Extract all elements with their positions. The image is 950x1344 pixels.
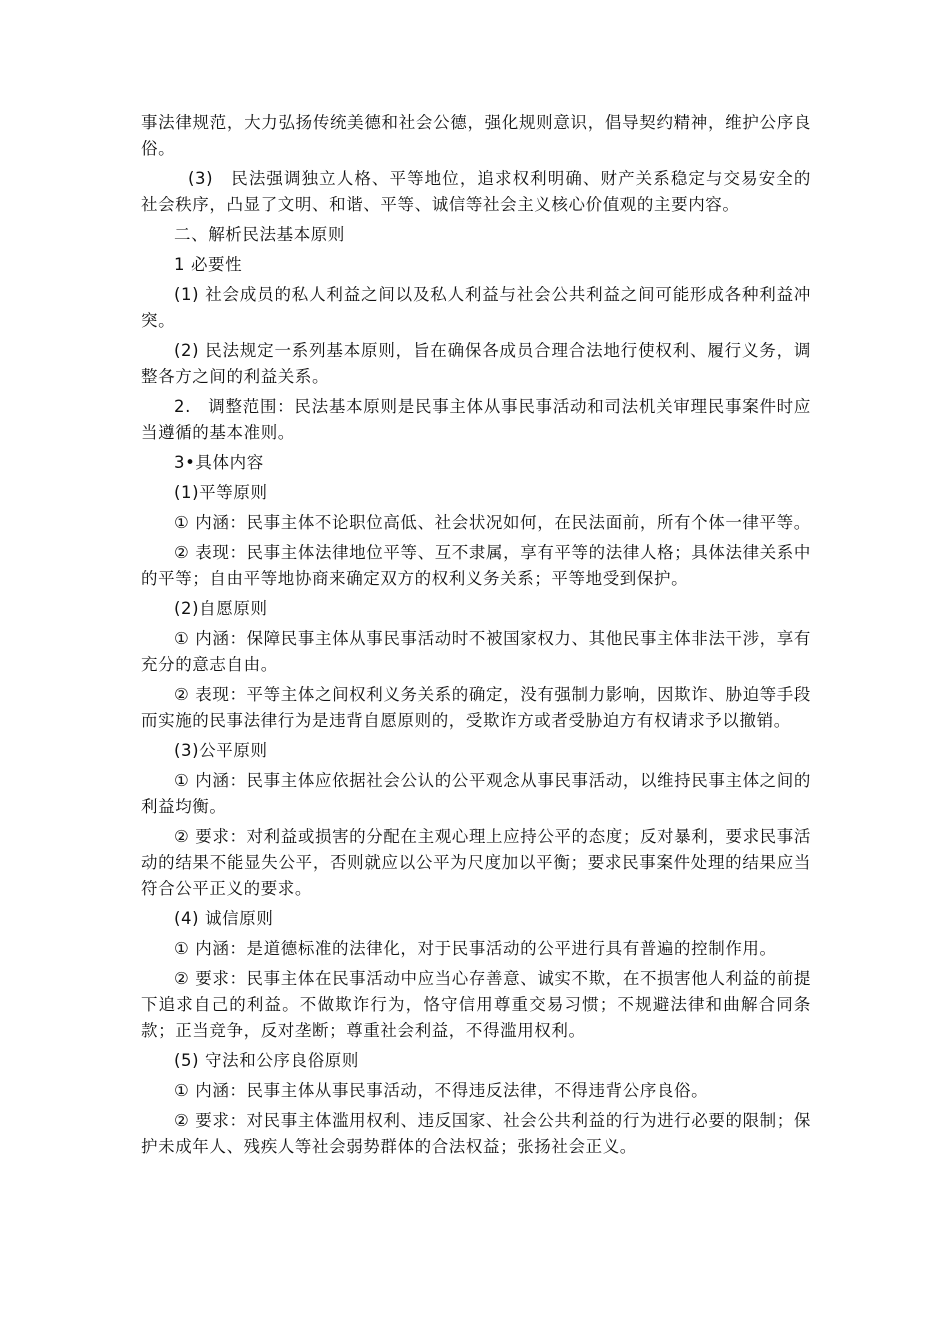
section-heading-2: 二、解析民法基本原则 <box>174 225 345 244</box>
law-public-order-connotation: ① 内涵：民事主体从事民事活动，不得违反法律，不得违背公序良俗。 <box>174 1081 709 1100</box>
voluntariness-manifestation: ② 表现：平等主体之间权利义务关系的确定，没有强制力影响，因欺诈、胁迫等手段而实施的民事法律行为是违背自愿原则的，受欺诈方或者受胁迫方有权请求予以撤销。 <box>141 685 811 730</box>
subheading-content: 3•具体内容 <box>174 453 264 472</box>
paragraph-scope: 2. 调整范围：民法基本原则是民事主体从事民事活动和司法机关审理民事案件时应当遵循的基本准则。 <box>141 397 811 442</box>
good-faith-requirement: ② 要求：民事主体在民事活动中应当心存善意、诚实不欺，在不损害他人利益的前提下追求自己的利益。不做欺诈行为，恪守信用尊重交易习惯；不规避法律和曲解合同条款；正当竞争，反对垄断；尊重社会利益，不得滥用权利。 <box>141 969 811 1040</box>
principle-fairness-heading: (3)公平原则 <box>174 741 268 760</box>
document-body <box>141 110 811 1160</box>
voluntariness-connotation: ① 内涵：保障民事主体从事民事活动时不被国家权力、其他民事主体非法干涉，享有充分的意志自由。 <box>141 629 811 674</box>
equality-connotation: ① 内涵：民事主体不论职位高低、社会状况如何，在民法面前，所有个体一律平等。 <box>174 513 811 532</box>
paragraph-necessity-2: (2) 民法规定一系列基本原则，旨在确保各成员合理合法地行使权利、履行义务，调整各方之间的利益关系。 <box>141 341 811 386</box>
fairness-connotation: ① 内涵：民事主体应依据社会公认的公平观念从事民事活动，以维持民事主体之间的利益均衡。 <box>141 771 811 816</box>
equality-manifestation: ② 表现：民事主体法律地位平等、互不隶属，享有平等的法律人格；具体法律关系中的平等；自由平等地协商来确定双方的权利义务关系；平等地受到保护。 <box>141 543 811 588</box>
paragraph-point-3: (3) 民法强调独立人格、平等地位，追求权利明确、财产关系稳定与交易安全的社会秩序，凸显了文明、和谐、平等、诚信等社会主义核心价值观的主要内容。 <box>141 169 811 214</box>
fairness-requirement: ② 要求：对利益或损害的分配在主观心理上应持公平的态度；反对暴利，要求民事活动的结果不能显失公平，否则就应以公平为尺度加以平衡；要求民事案件处理的结果应当符合公平正义的要求。 <box>141 827 811 898</box>
principle-law-public-order-heading: (5) 守法和公序良俗原则 <box>174 1051 359 1070</box>
law-public-order-requirement: ② 要求：对民事主体滥用权利、违反国家、社会公共利益的行为进行必要的限制；保护未成年人、残疾人等社会弱势群体的合法权益；张扬社会正义。 <box>141 1111 811 1156</box>
good-faith-connotation: ① 内涵：是道德标准的法律化，对于民事活动的公平进行具有普遍的控制作用。 <box>174 939 777 958</box>
subheading-necessity: 1 必要性 <box>174 255 243 274</box>
principle-equality-heading: (1)平等原则 <box>174 483 268 502</box>
paragraph-continuation: 事法律规范，大力弘扬传统美德和社会公德，强化规则意识，倡导契约精神，维护公序良俗。 <box>141 113 811 158</box>
principle-good-faith-heading: (4) 诚信原则 <box>174 909 274 928</box>
paragraph-necessity-1: (1) 社会成员的私人利益之间以及私人利益与社会公共利益之间可能形成各种利益冲突。 <box>141 285 811 330</box>
principle-voluntariness-heading: (2)自愿原则 <box>174 599 268 618</box>
